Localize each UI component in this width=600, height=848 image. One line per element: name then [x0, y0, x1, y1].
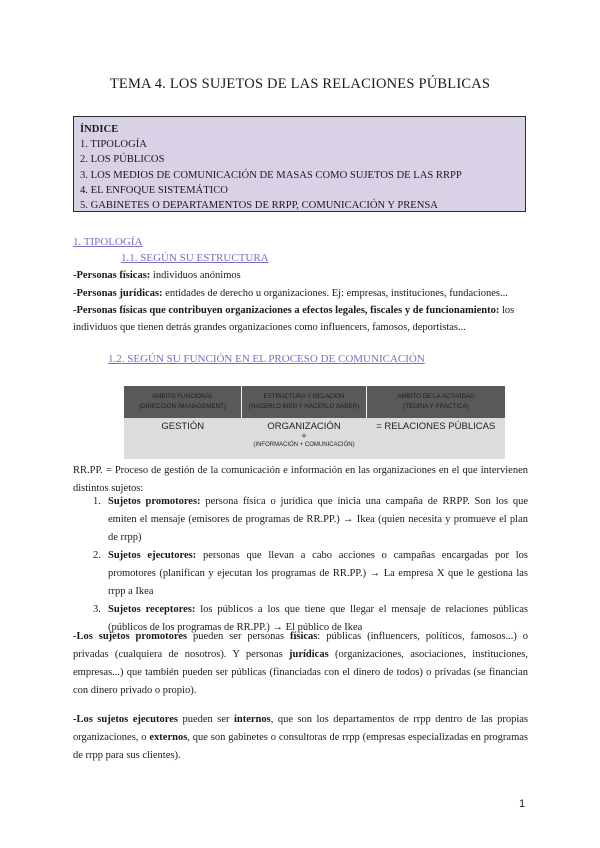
table-cell-gestion: GESTIÓN [124, 418, 242, 459]
index-box [73, 116, 526, 212]
page-number: 1 [519, 798, 526, 810]
label-personas-juridicas: -Personas jurídicas: [73, 288, 163, 299]
index-heading: ÍNDICE [80, 124, 119, 135]
text-personas-juridicas: entidades de derecho u organizaciones. Ej: empresas, instituciones, fundaciones... [162, 288, 508, 299]
subsection-heading-funcion[interactable]: 1.2. SEGÚN SU FUNCIÓN EN EL PROCESO DE COMUNICACIÓN [108, 353, 425, 365]
table-header-cell: ESTRUCTURA Y RELACION (HACERLO BIEN Y HACERLO SABER) [242, 386, 367, 418]
table-header-row [124, 386, 505, 418]
line-personas-contribuyen [73, 305, 514, 316]
index-item: 4. EL ENFOQUE SISTEMÁTICO [80, 184, 228, 196]
subsection-heading-estructura[interactable]: 1.1. SEGÚN SU ESTRUCTURA [121, 252, 269, 264]
label-personas-contribuyen: -Personas físicas que contribuyen organizaciones a efectos legales, fiscales y de funcionamiento: [73, 305, 500, 316]
table-cell-rrpp: = RELACIONES PÚBLICAS [367, 418, 506, 459]
table-header-cell: AMBITO FUNCIONAL (DIRECCION /MANAGEMENT) [124, 386, 242, 418]
info-comunicacion-text: (INFORMACIÓN + COMUNICACIÓN) [253, 442, 355, 448]
text-personas-contribuyen: los [499, 305, 515, 316]
promotores-paragraph: -Los sujetos promotores pueden ser personas físicas: públicas (influencers, políticos, famosos...) o privadas (cualquiera de nosotros). Y personas jurídicas (organizaciones, asociaciones, instituciones, empresas...) que también pueden ser públicas (financiadas con el dinero de todos) o privadas (se financian con dinero privado o propio). [73, 631, 529, 696]
organizacion-text: ORGANIZACIÓN [267, 421, 341, 432]
ejecutores-paragraph: -Los sujetos ejecutores pueden ser internos, que son los departamentos de rrpp dentro de las propias organizaciones, o externos, que son gabinetes o consultoras de rrpp (empresas especializadas en programas de rrpp para sus clientes). [73, 714, 529, 761]
list-item: 2. Sujetos ejecutores: personas que llevan a cabo acciones o campañas encargadas por los promotores (planifican y ejecutan los programas de RR.PP.) → La empresa X que le gestiona las rrpp a Ikea [93, 550, 528, 597]
plus-sign: + [301, 431, 307, 441]
section-heading-tipologia[interactable]: 1. TIPOLOGÍA [73, 236, 143, 248]
line-personas-juridicas [73, 288, 508, 299]
text-personas-fisicas: individuos anónimos [150, 270, 241, 281]
list-item: 3. Sujetos receptores: los públicos a los que tiene que llegar el mensaje de relaciones públicas (públicos de los programas de RR.PP.) → El público de Ikea [93, 604, 528, 633]
index-item: 1. TIPOLOGÍA [80, 139, 147, 151]
function-table [124, 386, 505, 459]
table-row [124, 418, 505, 459]
subjects-list [93, 493, 528, 637]
index-item: 5. GABINETES O DEPARTAMENTOS DE RRPP, COMUNICACIÓN Y PRENSA [80, 200, 438, 212]
list-item: 1. Sujetos promotores: persona física o jurídica que inicia una campaña de RRPP. Son los que emiten el mensaje (emisores de programas de RR.PP.) → Ikea (quien necesita y promueve el plan de rrpp) [93, 496, 528, 543]
line-personas-fisicas [73, 270, 241, 281]
line-individuos: individuos que tienen detrás grandes organizaciones como influencers, famosos, deportistas... [73, 322, 466, 333]
definition-paragraph: RR.PP. = Proceso de gestión de la comunicación e información en las organizaciones en el que intervienen distintos sujetos: [73, 465, 528, 494]
label-personas-fisicas: -Personas físicas: [73, 270, 151, 281]
page-title: TEMA 4. LOS SUJETOS DE LAS RELACIONES PÚBLICAS [109, 76, 491, 92]
table-cell-organizacion [242, 418, 367, 459]
index-item: 2. LOS PÚBLICOS [80, 154, 165, 166]
index-item: 3. LOS MEDIOS DE COMUNICACIÓN DE MASAS COMO SUJETOS DE LAS RRPP [80, 169, 462, 181]
table-header-cell: AMBITO DE LA ACTIVIDAD (TEORIA Y PRACTICA) [367, 386, 506, 418]
